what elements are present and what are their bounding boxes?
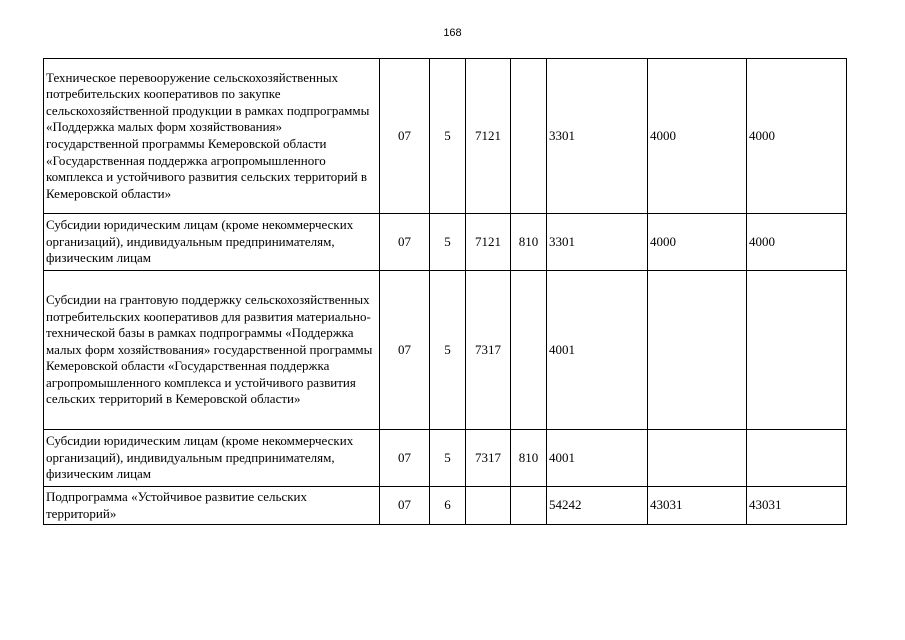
row-name: Техническое перевооружение сельскохозяйственных потребительских кооперативов по закупке сельскохозяйственной продукции в рамках подпрограммы «Поддержка малых форм хозяйствования» государственной программы Кемеровской области «Государственная поддержка агропромышленного комплекса и устойчивого развития сельских территорий в Кемеровской области» xyxy=(44,59,380,214)
row-name: Подпрограмма «Устойчивое развитие сельских территорий» xyxy=(44,487,380,525)
subsection-code: 5 xyxy=(430,59,466,214)
amount-3: 43031 xyxy=(747,487,847,525)
target-article xyxy=(466,487,511,525)
amount-1: 3301 xyxy=(547,214,648,271)
section-code: 07 xyxy=(380,214,430,271)
table-row xyxy=(44,214,847,271)
expense-type xyxy=(511,487,547,525)
subsection-code: 5 xyxy=(430,214,466,271)
amount-2: 4000 xyxy=(648,59,747,214)
subsection-code: 5 xyxy=(430,430,466,487)
expense-type: 810 xyxy=(511,214,547,271)
section-code: 07 xyxy=(380,271,430,430)
amount-3 xyxy=(747,271,847,430)
target-article: 7317 xyxy=(466,271,511,430)
table-row xyxy=(44,271,847,430)
page-number: 168 xyxy=(443,27,462,39)
section-code: 07 xyxy=(380,59,430,214)
expense-type: 810 xyxy=(511,430,547,487)
amount-2 xyxy=(648,271,747,430)
amount-2: 43031 xyxy=(648,487,747,525)
amount-2: 4000 xyxy=(648,214,747,271)
section-code: 07 xyxy=(380,487,430,525)
target-article: 7121 xyxy=(466,214,511,271)
row-name: Субсидии юридическим лицам (кроме некоммерческих организаций), индивидуальным предпринимателям, физическим лицам xyxy=(44,214,380,271)
table-row xyxy=(44,59,847,214)
target-article: 7121 xyxy=(466,59,511,214)
amount-3: 4000 xyxy=(747,59,847,214)
table-row xyxy=(44,430,847,487)
amount-1: 54242 xyxy=(547,487,648,525)
amount-1: 3301 xyxy=(547,59,648,214)
section-code: 07 xyxy=(380,430,430,487)
subsection-code: 6 xyxy=(430,487,466,525)
budget-table xyxy=(43,58,847,525)
row-name: Субсидии на грантовую поддержку сельскохозяйственных потребительских кооперативов для развития материально-технической базы в рамках подпрограммы «Поддержка малых форм хозяйствования» государственной программы Кемеровской области «Государственная поддержка агропромышленного комплекса и устойчивого развития сельских территорий в Кемеровской области» xyxy=(44,271,380,430)
row-name: Субсидии юридическим лицам (кроме некоммерческих организаций), индивидуальным предпринимателям, физическим лицам xyxy=(44,430,380,487)
amount-1: 4001 xyxy=(547,430,648,487)
amount-1: 4001 xyxy=(547,271,648,430)
subsection-code: 5 xyxy=(430,271,466,430)
expense-type xyxy=(511,271,547,430)
expense-type xyxy=(511,59,547,214)
amount-3: 4000 xyxy=(747,214,847,271)
amount-3 xyxy=(747,430,847,487)
amount-2 xyxy=(648,430,747,487)
target-article: 7317 xyxy=(466,430,511,487)
table-row xyxy=(44,487,847,525)
